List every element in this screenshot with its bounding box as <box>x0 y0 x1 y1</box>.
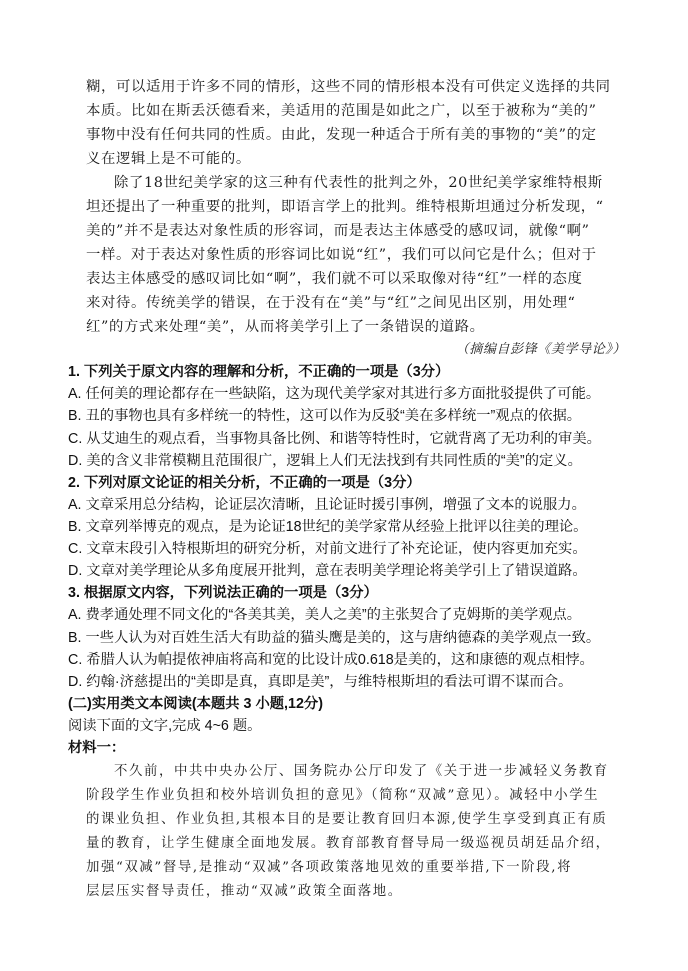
passage-line: 除了18世纪美学家的这三种有代表性的批判之外，20世纪美学家维特根斯 <box>114 175 603 191</box>
material-line: 层层压实督导责任，推动“双减”政策全面落地。 <box>86 884 403 899</box>
question-option: C. 希腊人认为帕提侬神庙将高和宽的比设计成0.618是美的，这和康德的观点相悖。 <box>68 652 594 668</box>
passage-line: 坦还提出了一种重要的批判，即语言学上的批判。维特根斯坦通过分析发现，“ <box>86 199 604 215</box>
instruction-text: 阅读下面的文字,完成 4~6 题。 <box>68 718 262 734</box>
material-label: 材料一： <box>68 740 126 756</box>
section-heading: (二)实用类文本阅读(本题共 3 小题,12分) <box>68 696 323 712</box>
material-line: 阶段学生作业负担和校外培训负担的意见》（简称“双减”意见）。减轻中小学生 <box>86 788 600 803</box>
passage-line: 本质。比如在斯丢沃德看来，美适用的范围是如此之广，以至于被称为“美的” <box>86 103 597 119</box>
question-option: A. 文章采用总分结构，论证层次清晰，且论证时援引事例，增强了文本的说服力。 <box>68 497 586 513</box>
source-citation: （摘编自彭锋《美学导论》） <box>455 342 626 357</box>
question-option: A. 费孝通处理不同文化的“各美其美，美人之美”的主张契合了克姆斯的美学观点。 <box>68 607 582 623</box>
question-option: B. 一些人认为对百姓生活大有助益的猫头鹰是美的，这与唐纳德森的美学观点一致。 <box>68 630 601 646</box>
material-line: 的课业负担、作业负担,其根本目的是要让教育回归本源,使学生享受到真正有质 <box>86 812 608 827</box>
question-option: D. 文章对美学理论从多角度展开批判，意在表明美学理论将美学引上了错误道路。 <box>68 563 587 579</box>
question-option: B. 丑的事物也具有多样统一的特性，这可以作为反驳“美在多样统一”观点的依据。 <box>68 408 582 424</box>
question-stem: 2. 下列对原文论证的相关分析，不正确的一项是（3分） <box>68 475 421 491</box>
question-option: D. 美的含义非常模糊且范围很广，逻辑上人们无法找到有共同性质的“美”的定义。 <box>68 453 582 469</box>
question-option: C. 文章末段引入特根斯坦的研究分析，对前文进行了补充论证，使内容更加充实。 <box>68 541 587 557</box>
material-line: 加强“双减”督导,是推动“双减”各项政策落地见效的重要举措,下一阶段,将 <box>86 860 573 875</box>
passage-line: 来对待。传统美学的错误，在于没有在“美”与“红”之间见出区别，用处理“ <box>86 295 576 311</box>
question-option: C. 从艾迪生的观点看，当事物具备比例、和谐等特性时，它就背离了无功利的审美。 <box>68 431 601 447</box>
passage-line: 事物中没有任何共同的性质。由此，发现一种适合于所有美的事物的“美”的定 <box>86 127 597 143</box>
question-stem: 1. 下列关于原文内容的理解和分析，不正确的一项是（3分） <box>68 364 450 380</box>
material-line: 不久前，中共中央办公厅、国务院办公厅印发了《关于进一步减轻义务教育 <box>114 764 609 779</box>
passage-line: 义在逻辑上是不可能的。 <box>86 151 251 167</box>
passage-line: 一样。对于表达对象性质的形容词比如说“红”，我们可以问它是什么；但对于 <box>86 247 597 263</box>
passage-line: 表达主体感受的感叹词比如“啊”，我们就不可以采取像对待“红”一样的态度 <box>86 271 583 287</box>
passage-line: 红”的方式来处理“美”，从而将美学引上了一条错误的道路。 <box>86 319 485 335</box>
material-line: 量的教育，让学生健康全面地发展。教育部教育督导局一级巡视员胡廷品介绍， <box>86 836 611 851</box>
question-option: B. 文章列举博克的观点，是为论证18世纪的美学家常从经验上批评以往美的理论。 <box>68 519 588 535</box>
question-stem: 3. 根据原文内容，下列说法正确的一项是（3分） <box>68 585 378 601</box>
question-option: A. 任何美的理论都存在一些缺陷，这为现代美学家对其进行多方面批驳提供了可能。 <box>68 386 601 402</box>
passage-line: 美的”并不是表达对象性质的形容词，而是表达主体感受的感叹词，就像“啊” <box>86 223 590 239</box>
passage-line: 糊，可以适用于许多不同的情形，这些不同的情形根本没有可供定义选择的共同 <box>86 79 611 95</box>
question-option: D. 约翰·济慈提出的“美即是真，真即是美”，与维特根斯坦的看法可谓不谋而合。 <box>68 674 573 690</box>
